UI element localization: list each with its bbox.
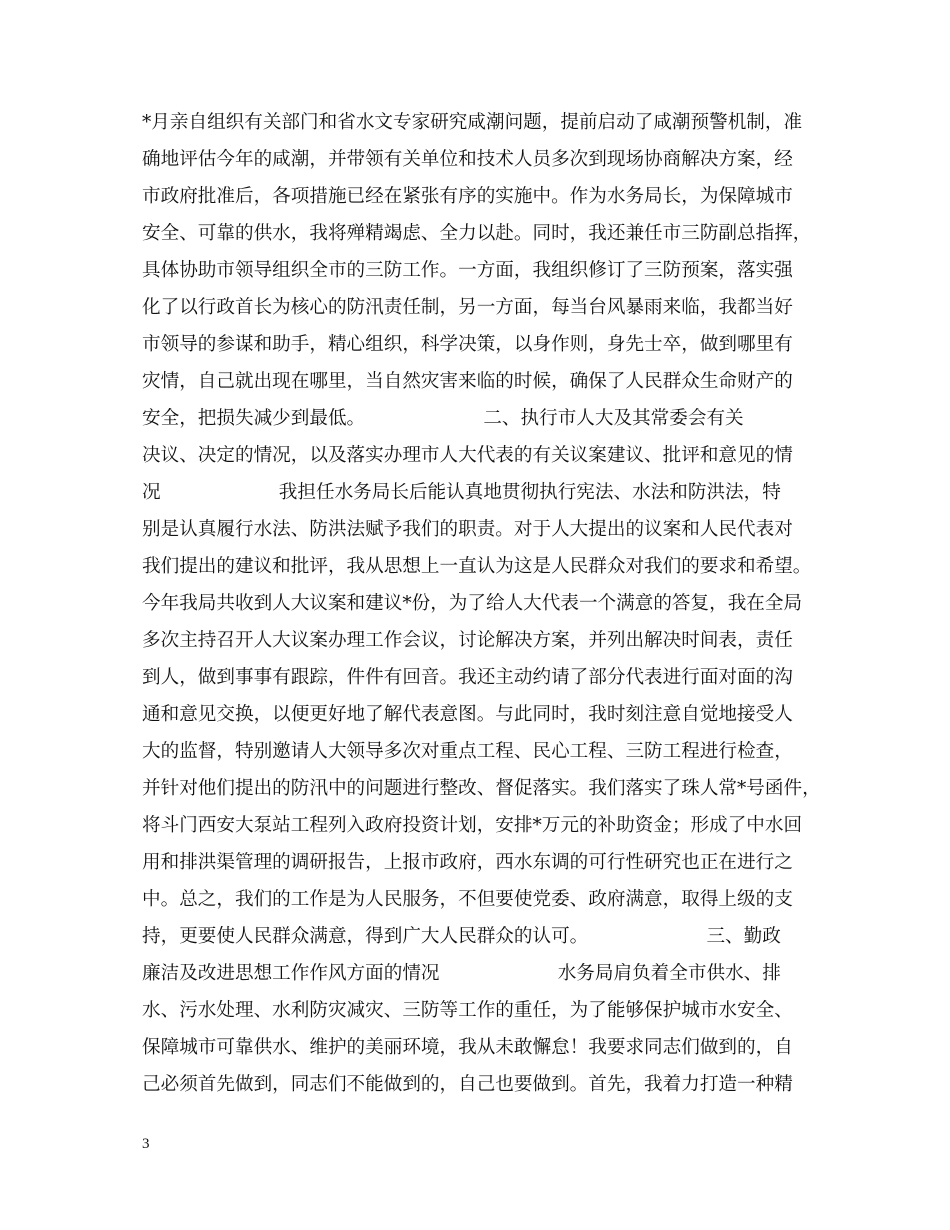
text-line: 我们提出的建议和批评，我从思想上一直认为这是人民群众对我们的要求和希望。: [142, 556, 812, 577]
text-line: 决议、决定的情况，以及落实办理市人大代表的有关议案建议、批评和意见的情: [142, 445, 793, 466]
text-line: 安全、可靠的供水，我将殚精竭虑、全力以赴。同时，我还兼任市三防副总指挥，: [142, 223, 812, 244]
text-line: 化了以行政首长为核心的防汛责任制，另一方面，每当台风暴雨来临，我都当好: [142, 297, 793, 318]
text-line: 水、污水处理、水利防灾减灾、三防等工作的重任，为了能够保护城市水安全、: [142, 1000, 793, 1021]
text-line: 市领导的参谋和助手，精心组织，科学决策，以身作则，身先士卒，做到哪里有: [142, 334, 793, 355]
text-line: 己必须首先做到，同志们不能做到的，自己也要做到。首先，我着力打造一种精: [142, 1074, 793, 1095]
text-line: 持，更要使人民群众满意，得到广大人民群众的认可。 三、勤政: [142, 926, 781, 947]
text-line: 大的监督，特别邀请人大领导多次对重点工程、民心工程、三防工程进行检查，: [142, 741, 793, 762]
text-line: 廉洁及改进思想工作作风方面的情况 水务局肩负着全市供水、排: [142, 963, 781, 984]
text-line: 灾情，自己就出现在哪里，当自然灾害来临的时候，确保了人民群众生命财产的: [142, 371, 793, 392]
text-line: 并针对他们提出的防汛中的问题进行整改、督促落实。我们落实了珠人常*号函件，: [142, 778, 821, 799]
text-line: 况 我担任水务局长后能认真地贯彻执行宪法、水法和防洪法，特: [142, 482, 781, 503]
text-line: 到人，做到事事有跟踪，件件有回音。我还主动约请了部分代表进行面对面的沟: [142, 667, 793, 688]
page-number: 3: [142, 1136, 150, 1152]
text-line: 具体协助市领导组织全市的三防工作。一方面，我组织修订了三防预案，落实强: [142, 260, 793, 281]
text-line: 用和排洪渠管理的调研报告，上报市政府，西水东调的可行性研究也正在进行之: [142, 852, 793, 873]
text-line: 别是认真履行水法、防洪法赋予我们的职责。对于人大提出的议案和人民代表对: [142, 519, 793, 540]
text-line: 确地评估今年的咸潮，并带领有关单位和技术人员多次到现场协商解决方案，经: [142, 149, 793, 170]
text-line: 保障城市可靠供水、维护的美丽环境，我从未敢懈怠！我要求同志们做到的，自: [142, 1037, 793, 1058]
text-line: *月亲自组织有关部门和省水文专家研究咸潮问题，提前启动了咸潮预警机制，准: [142, 112, 803, 133]
text-line: 今年我局共收到人大议案和建议*份，为了给人大代表一个满意的答复，我在全局: [142, 593, 803, 614]
text-line: 中。总之，我们的工作是为人民服务，不但要使党委、政府满意，取得上级的支: [142, 889, 793, 910]
text-line: 安全，把损失减少到最低。 二、执行市人大及其常委会有关: [142, 408, 744, 429]
text-line: 多次主持召开人大议案办理工作会议，讨论解决方案，并列出解决时间表，责任: [142, 630, 793, 651]
text-line: 市政府批准后，各项措施已经在紧张有序的实施中。作为水务局长，为保障城市: [142, 186, 793, 207]
text-line: 通和意见交换，以便更好地了解代表意图。与此同时，我时刻注意自觉地接受人: [142, 704, 793, 725]
text-line: 将斗门西安大泵站工程列入政府投资计划，安排*万元的补助资金；形成了中水回: [142, 815, 803, 836]
